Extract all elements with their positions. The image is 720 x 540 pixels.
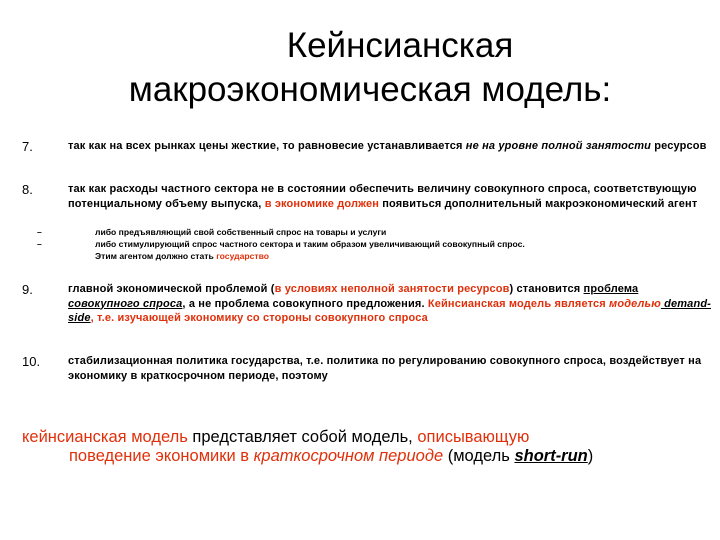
sub-item-text: либо предъявляющий свой собственный спрос на товары и услуги [95, 227, 387, 237]
item-text: главной экономической проблемой (в условиях неполной занятости ресурсов) становится проблема совокупного спроса, а не проблема совокупного предложения. Кейнсианская модель является моделью demand-side, т.е. изучающей экономику со стороны совокупного спроса [68, 283, 711, 324]
highlight-text: краткосрочном периоде [253, 447, 444, 465]
conclusion-text: кейнсианская модель представляет собой модель, описывающую поведение экономики в краткосрочном периоде (модель short-run) [22, 428, 594, 465]
highlight-text: кейнсианская модель [22, 428, 188, 446]
item-number: 9. [22, 282, 33, 297]
item-text: так как на всех рынках цены жесткие, то равновесие устанавливается не на уровне полной занятости ресурсов [68, 140, 707, 152]
highlight-text: поведение экономики в [69, 447, 254, 465]
item-number: 8. [22, 182, 33, 197]
emphasis-text: не на уровне полной занятости [465, 140, 652, 152]
emphasis-text: совокупного спроса [68, 297, 183, 310]
highlight-text: государство [216, 251, 270, 261]
sub-item [37, 238, 687, 250]
highlight-text: , т.е. изучающей экономику со стороны совокупного спроса [90, 312, 428, 324]
item-text: стабилизационная политика государства, т.е. политика по регулированию совокупного спроса, воздействует на экономику в краткосрочном периоде, поэтому [68, 355, 702, 382]
highlight-text: моделью [609, 297, 661, 310]
slide-title [0, 24, 720, 112]
highlight-text: Кейнсианская модель является [427, 297, 610, 310]
sub-conclusion: Этим агентом должно стать государство [95, 251, 270, 261]
highlight-text: в экономике должен [264, 197, 380, 210]
title-line-2: макроэкономическая модель: [128, 70, 612, 109]
sub-item-text: либо стимулирующий спрос частного сектора и таким образом увеличивающий совокупный спрос. [95, 239, 525, 249]
highlight-text: в условиях неполной занятости ресурсов [274, 283, 510, 295]
dash-marker: – [37, 239, 42, 249]
sub-list [37, 226, 687, 262]
item-text: так как расходы частного сектора не в состоянии обеспечить величину совокупного спроса, соответствующую потенциальному объему выпуска, в экономике должен появиться дополнительный макроэкономический агент [68, 183, 698, 210]
dash-marker: – [37, 227, 42, 237]
item-number: 10. [22, 354, 41, 369]
sub-item [37, 226, 687, 238]
title-line-1: Кейнсианская [286, 26, 514, 65]
item-number: 7. [22, 139, 33, 154]
emphasis-text: demand-side [68, 297, 711, 324]
emphasis-text: short-run [514, 447, 588, 465]
highlight-text: описывающую [417, 428, 530, 446]
